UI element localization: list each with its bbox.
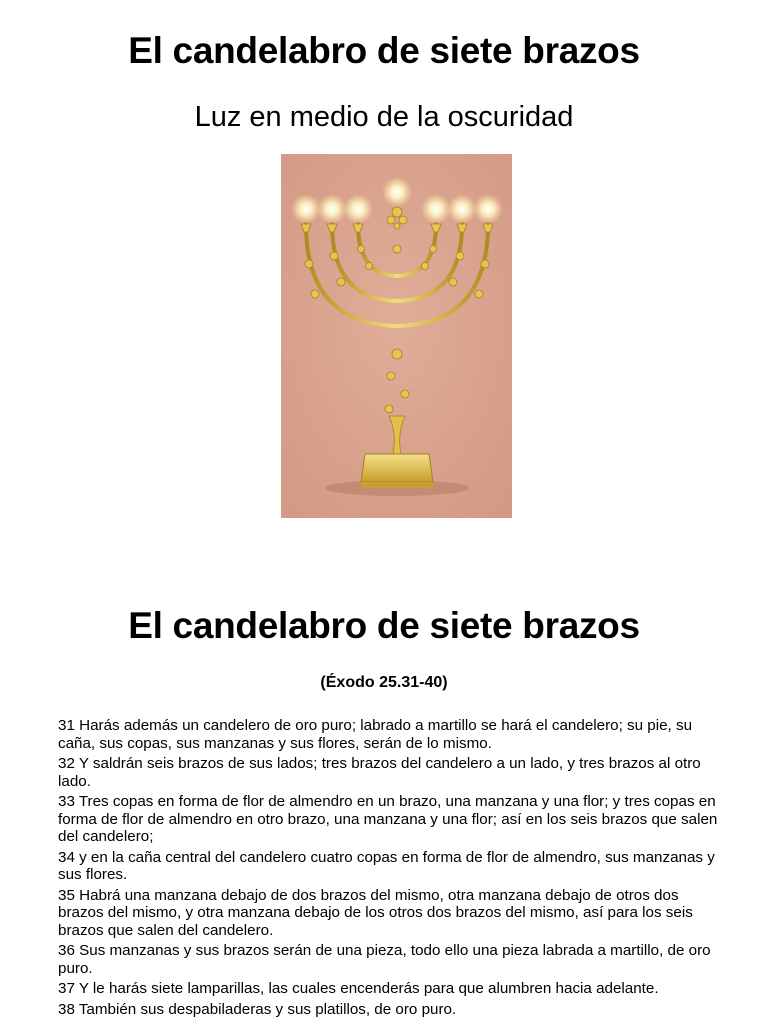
verse-item: 33 Tres copas en forma de flor de almendro en un brazo, una manzana y una flor; y tres copas en forma de flor de almendro en otro brazo, una manzana y una flor; así en los seis brazos que salen del candelero; (58, 793, 718, 845)
slide-subtitle: Luz en medio de la oscuridad (194, 101, 574, 133)
verse-item: 37 Y le harás siete lamparillas, las cuales encenderás para que alumbren hacia adelante. (58, 980, 659, 997)
slide-2 (0, 580, 768, 1024)
verse-item: 38 También sus despabiladeras y sus platillos, de oro puro. (58, 1000, 457, 1018)
slide-title: El candelabro de siete brazos (128, 605, 640, 646)
verse-item: 32 Y saldrán seis brazos de sus lados; tres brazos del candelero a un lado, y tres brazos al otro lado. (58, 755, 701, 790)
verse-item: 31 Harás además un candelero de oro puro; labrado a martillo se hará el candelero; su pie, su caña, sus copas, sus manzanas y sus flores, serán de lo mismo. (58, 717, 693, 752)
slide-title: El candelabro de siete brazos (128, 30, 640, 71)
verse-list (58, 717, 728, 1021)
menorah-illustration (281, 154, 512, 518)
verse-item: 36 Sus manzanas y sus brazos serán de una pieza, todo ello una pieza labrada a martillo, de oro puro. (58, 942, 711, 977)
verse-item: 35 Habrá una manzana debajo de dos brazos del mismo, otra manzana debajo de otros dos brazos del mismo, y otra manzana debajo de los otros dos brazos del mismo, así para los seis brazos que salen del candelero. (58, 886, 693, 939)
scripture-reference: (Éxodo 25.31-40) (320, 674, 448, 691)
verse-item: 34 y en la caña central del candelero cuatro copas en forma de flor de almendro, sus manzanas y sus flores. (58, 848, 715, 883)
